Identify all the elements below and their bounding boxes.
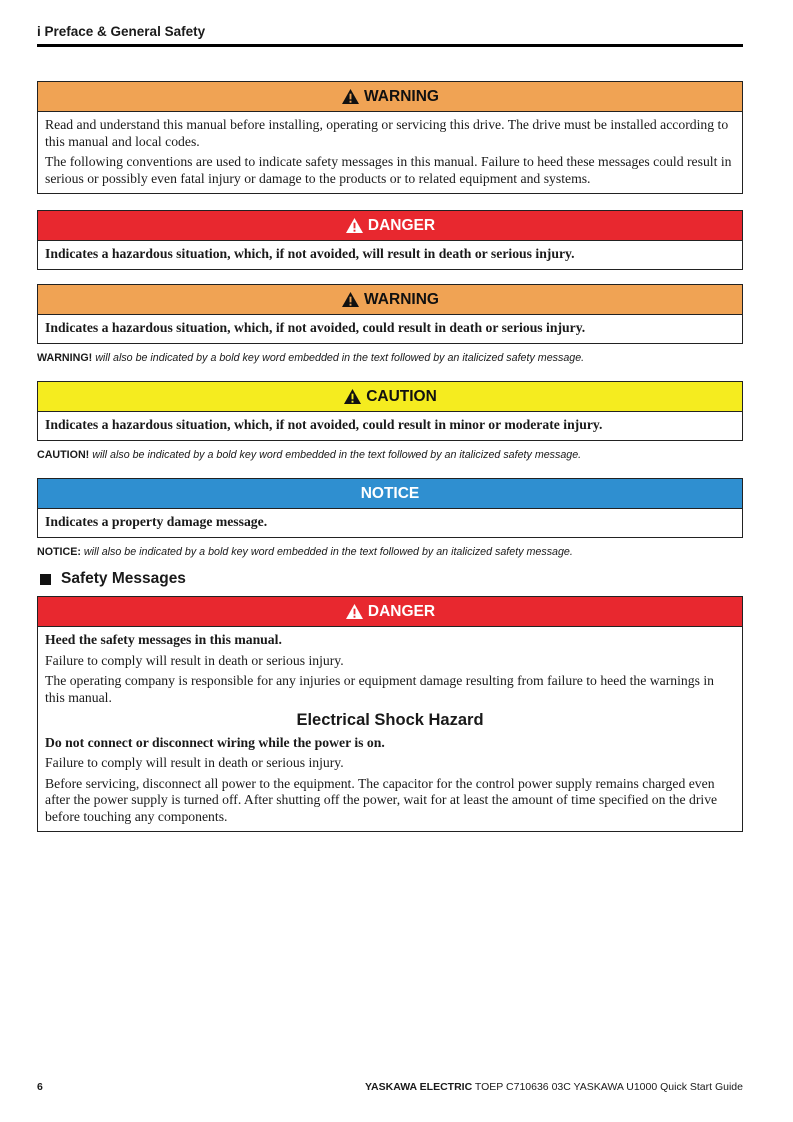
warning-triangle-icon	[341, 291, 360, 308]
caution-definition-text: Indicates a hazardous situation, which, if not avoided, could result in minor or moderate injury.	[45, 417, 603, 432]
warning-label: WARNING	[364, 290, 439, 308]
caution-label: CAUTION	[366, 387, 437, 405]
warning-intro-paragraph: The following conventions are used to indicate safety messages in this manual. Failure to heed these messages could result in serious or possibly even fatal injury or damage to the products or to related equipment and systems.	[45, 154, 732, 186]
footer-document-info	[365, 1081, 743, 1093]
notice-definition-box	[37, 478, 743, 538]
warning-label: WARNING	[364, 87, 439, 105]
notice-note	[37, 546, 743, 558]
safety-message-line: Failure to comply will result in death or serious injury.	[45, 755, 344, 770]
danger-definition-box	[37, 210, 743, 270]
section-heading	[40, 570, 186, 588]
warning-triangle-icon	[345, 217, 364, 234]
danger-label: DANGER	[367, 216, 436, 234]
page-header-title: i Preface & General Safety	[37, 24, 206, 39]
warning-triangle-icon	[341, 88, 360, 105]
square-bullet-icon	[40, 574, 51, 585]
danger-bar	[38, 597, 742, 627]
safety-message-heading: Do not connect or disconnect wiring while the power is on.	[45, 734, 385, 750]
warning-intro-paragraph: Read and understand this manual before installing, operating or servicing this drive. The drive must be installed according to this manual and local codes.	[45, 117, 729, 149]
note-text: will also be indicated by a bold key word embedded in the text followed by an italicized safety message.	[80, 546, 573, 558]
notice-label: NOTICE	[360, 484, 420, 502]
note-text: will also be indicated by a bold key word embedded in the text followed by an italicized safety message.	[92, 352, 585, 364]
note-text: will also be indicated by a bold key word embedded in the text followed by an italicized safety message.	[89, 449, 582, 461]
note-keyword: NOTICE:	[37, 546, 81, 558]
footer-doc: TOEP C710636 03C YASKAWA U1000 Quick Start Guide	[472, 1081, 743, 1093]
danger-definition-text: Indicates a hazardous situation, which, if not avoided, will result in death or serious injury.	[45, 246, 575, 261]
warning-definition-box	[37, 284, 743, 344]
safety-message-line: The operating company is responsible for any injuries or equipment damage resulting from failure to heed the warnings in this manual.	[45, 673, 714, 705]
warning-triangle-icon	[345, 603, 364, 620]
warning-definition-text: Indicates a hazardous situation, which, if not avoided, could result in death or serious injury.	[45, 320, 586, 335]
warning-intro-box	[37, 81, 743, 194]
caution-bar	[38, 382, 742, 412]
safety-message-line: Failure to comply will result in death or serious injury.	[45, 652, 344, 668]
caution-note	[37, 449, 743, 461]
footer-brand: YASKAWA ELECTRIC	[365, 1081, 473, 1093]
danger-label: DANGER	[367, 602, 436, 620]
note-keyword: CAUTION!	[37, 449, 90, 461]
note-keyword: WARNING!	[37, 352, 93, 364]
section-title: Safety Messages	[61, 570, 186, 587]
header-rule	[37, 44, 743, 47]
notice-bar	[38, 479, 742, 509]
warning-bar	[38, 82, 742, 112]
notice-definition-text: Indicates a property damage message.	[45, 514, 268, 529]
safety-danger-box	[37, 596, 743, 832]
page-number: 6	[37, 1081, 43, 1093]
electrical-shock-heading: Electrical Shock Hazard	[296, 711, 484, 729]
safety-message-heading: Heed the safety messages in this manual.	[45, 632, 282, 647]
safety-message-line: Before servicing, disconnect all power to the equipment. The capacitor for the control power supply remains charged even after the power supply is turned off. After shutting off the power, wait for at least the amount of time specified on the drive before touching any components.	[45, 775, 718, 824]
warning-note	[37, 352, 743, 364]
caution-definition-box	[37, 381, 743, 441]
warning-triangle-icon	[343, 388, 362, 405]
danger-bar	[38, 211, 742, 241]
warning-bar	[38, 285, 742, 315]
